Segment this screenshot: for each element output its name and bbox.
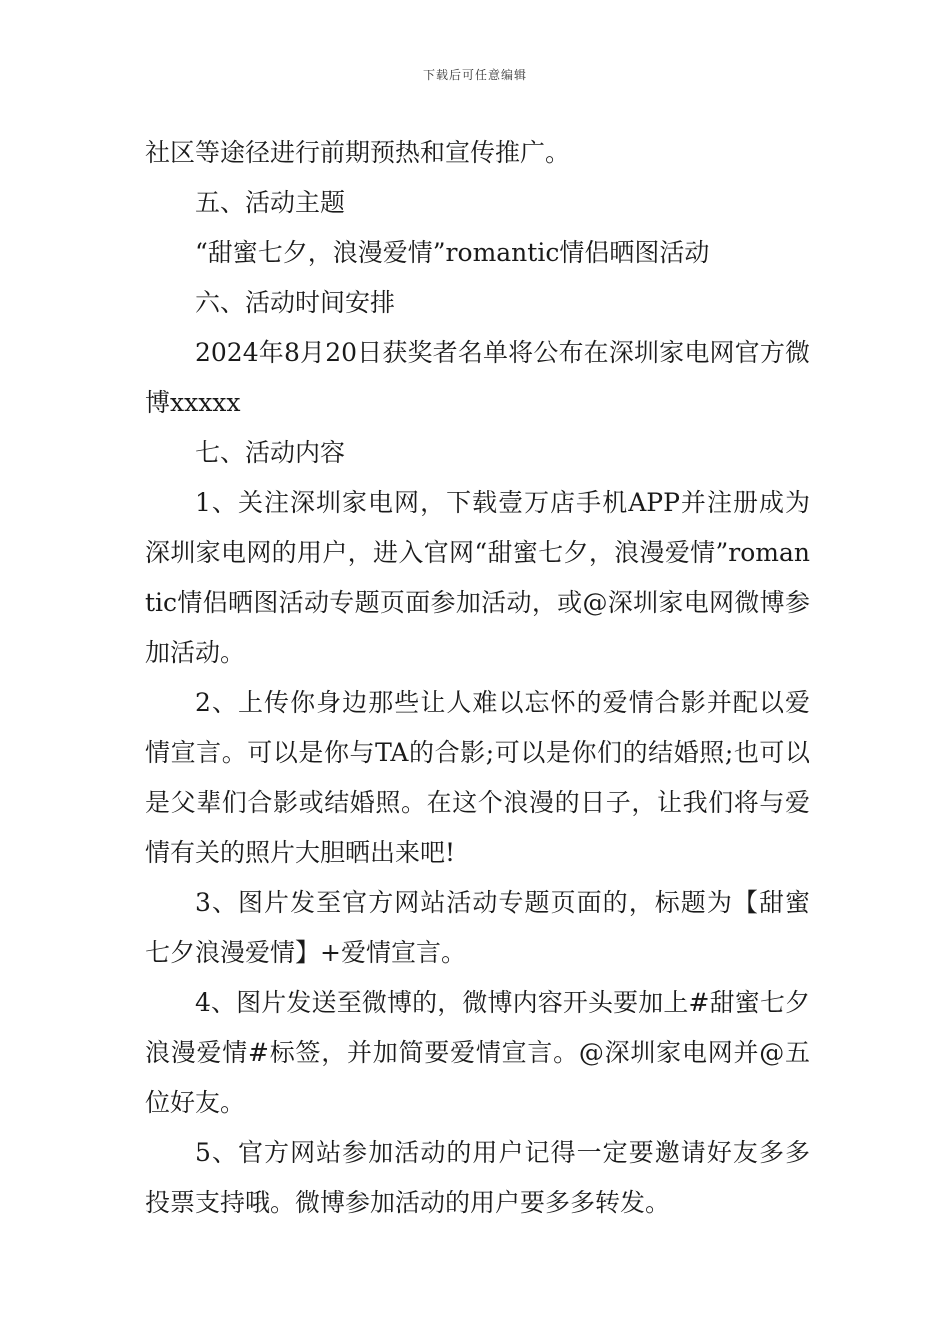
paragraph-intro-continuation: 社区等途径进行前期预热和宣传推广。: [145, 138, 571, 167]
paragraph-content-item-2: 2、上传你身边那些让人难以忘怀的爱情合影并配以爱情宣言。可以是你与TA的合影;可以是你们的结婚照;也可以是父辈们合影或结婚照。在这个浪漫的日子，让我们将与爱情有关的照片大胆晒出来吧!: [145, 688, 810, 867]
document-body: [145, 128, 810, 1228]
paragraph-content-item-4: 4、图片发送至微博的，微博内容开头要加上#甜蜜七夕浪漫爱情#标签，并加简要爱情宣言。@深圳家电网并@五位好友。: [145, 988, 810, 1117]
paragraph-content-item-1: 1、关注深圳家电网，下载壹万店手机APP并注册成为深圳家电网的用户，进入官网“甜蜜七夕，浪漫爱情”romantic情侣晒图活动专题页面参加活动，或@深圳家电网微博参加活动。: [145, 488, 810, 667]
heading-activity-theme: 五、活动主题: [195, 188, 346, 217]
paragraph-activity-schedule: 2024年8月20日获奖者名单将公布在深圳家电网官方微博xxxxx: [145, 338, 810, 417]
heading-activity-content: 七、活动内容: [195, 438, 346, 467]
paragraph-content-item-5: 5、官方网站参加活动的用户记得一定要邀请好友多多投票支持哦。微博参加活动的用户要多多转发。: [145, 1138, 810, 1217]
heading-activity-schedule: 六、活动时间安排: [195, 288, 396, 317]
paragraph-activity-theme: “甜蜜七夕，浪漫爱情”romantic情侣晒图活动: [195, 238, 710, 267]
paragraph-content-item-3: 3、图片发至官方网站活动专题页面的，标题为【甜蜜七夕浪漫爱情】+爱情宣言。: [145, 888, 810, 967]
page-header: 下载后可任意编辑: [422, 68, 527, 82]
